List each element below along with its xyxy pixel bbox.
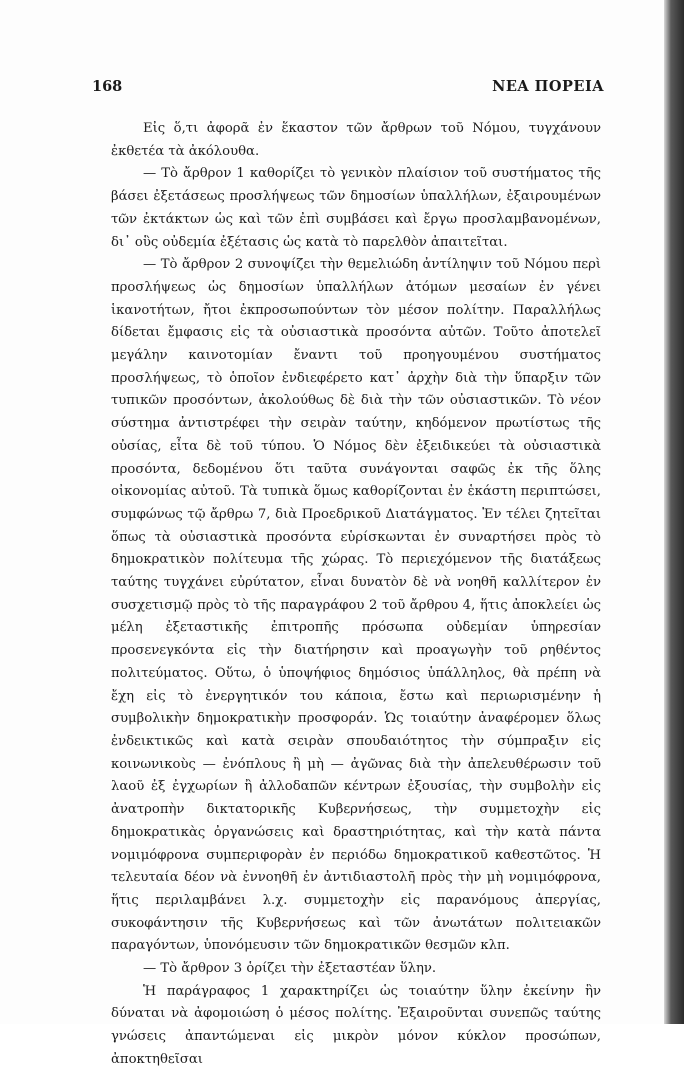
paragraph-article-1: — Τὸ ἄρθρον 1 καθορίζει τὸ γενικὸν πλαίσιον τοῦ συστήματος τῆς βάσει ἐξετάσεως προσλήψεως τῶν δημοσίων ὑπαλλήλων, ἐξαιρουμένων τῶν ἐκτάκτων ὡς καὶ τῶν ἐπὶ συμβάσει καὶ ἔργω προσλαμβανομένων, δι᾽ οὓς οὐδεμία ἐξέτασις ὡς κατὰ τὸ παρελθὸν ἀπαιτεῖται. (111, 166, 601, 250)
paragraph-section-1: Ἡ παράγραφος 1 χαρακτηρίζει ὡς τοιαύτην ὕλην ἐκείνην ἣν δύναται νὰ ἀφομοιώση ὁ μέσος πολίτης. Ἐξαιροῦνται συνεπῶς ταύτης γνώσεις ἀπαντώμεναι εἰς μικρὸν μόνον κύκλον προσώπων, ἀποκτηθεῖσαι (111, 983, 601, 1067)
paragraph-intro: Εἰς ὅ,τι ἀφορᾶ ἐν ἕκαστον τῶν ἄρθρων τοῦ Νόμου, τυγχάνουν ἐκθετέα τὰ ἀκόλουθα. (111, 121, 601, 159)
body-text (111, 118, 601, 1072)
page-binding-shadow (664, 0, 684, 1024)
running-title: ΝΕΑ ΠΟΡΕΙΑ (492, 78, 604, 95)
paragraph-article-2: — Τὸ ἄρθρον 2 συνοψίζει τὴν θεμελιώδη ἀντίληψιν τοῦ Νόμου περὶ προσλήψεως ὡς δημοσίων ὑπαλλήλων ἀτόμων μεσαίων ἐν γένει ἱκανοτήτων, ἤτοι ἐκπροσωπούντων τὸν μέσον πολίτην. Παραλλήλως δίδεται ἔμφασις εἰς τὰ οὐσιαστικὰ προσόντα αὐτῶν. Τοῦτο ἀποτελεῖ μεγάλην καινοτομίαν ἔναντι τοῦ προηγουμένου συστήματος προσλήψεως, τὸ ὁποῖον ἐνδιεφέρετο κατ᾽ ἀρχὴν διὰ τὴν ὕπαρξιν τῶν τυπικῶν προσόντων, ἀκολούθως δὲ διὰ τὴν τῶν οὐσιαστικῶν. Τὸ νέον σύστημα ἀντιστρέφει τὴν σειρὰν ταύτην, κηδόμενον πρωτίστως τῆς οὐσίας, εἶτα δὲ τοῦ τύπου. Ὁ Νόμος δὲν ἐξειδικεύει τὰ οὐσιαστικὰ προσόντα, δεδομένου ὅτι ταῦτα συνάγονται σαφῶς ἐκ τῆς ὅλης οἰκονομίας αὐτοῦ. Τὰ τυπικὰ ὅμως καθορίζονται ἐν ἑκάστη περιπτώσει, συμφώνως τῷ ἄρθρω 7, διὰ Προεδρικοῦ Διατάγματος. Ἐν τέλει ζητεῖται ὅπως τὰ οὐσιαστικὰ προσόντα εὑρίσκωνται ἐν συναρτήσει πρὸς τὸ δημοκρατικὸν πολίτευμα τῆς χώρας. Τὸ περιεχόμενον τῆς διατάξεως ταύτης τυγχάνει εὐρύτατον, εἶναι δυνατὸν δὲ νὰ νοηθῆ καλλίτερον ἐν συσχετισμῷ πρὸς τὸ τῆς παραγράφου 2 τοῦ ἄρθρου 4, ἥτις ἀποκλείει ὡς μέλη ἐξεταστικῆς ἐπιτροπῆς πρόσωπα οὐδεμίαν ὑπηρεσίαν προσενεγκόντα εἰς τὴν διατήρησιν καὶ προαγωγὴν τοῦ ρηθέντος πολιτεύματος. Οὕτω, ὁ ὑποψήφιος δημόσιος ὑπάλληλος, θὰ πρέπη νὰ ἔχη εἰς τὸ ἐνεργητικόν του κάποια, ἔστω καὶ περιωρισμένην ἡ συμβολικὴν δημοκρατικὴν προσφοράν. Ὡς τοιαύτην ἀναφέρομεν ὅλως ἐνδεικτικῶς καὶ κατὰ σειρὰν σπουδαιότητος τὴν σύμπραξιν εἰς κοινωνικοὺς — ἐνόπλους ἢ μὴ — ἀγῶνας διὰ τὴν ἀπελευθέρωσιν τοῦ λαοῦ ἐξ ἐγχωρίων ἢ ἀλλοδαπῶν κέντρων ἐξουσίας, τὴν συμβολὴν εἰς ἀνατροπὴν δικτατορικῆς Κυβερνήσεως, τὴν συμμετοχὴν εἰς δημοκρατικὰς ὀργανώσεις καὶ δραστηριότητας, καὶ τὴν κατὰ πάντα νομιμόφρονα συμπεριφορὰν ἐν περιόδω δημοκρατικοῦ καθεστῶτος. Ἡ τελευταία δέον νὰ ἐννοηθῆ ἐν ἀντιδιαστολῆ πρὸς τὴν μὴ νομιμόφρονα, ἥτις περιλαμβάνει λ.χ. συμμετοχὴν εἰς παρανόμους ἀπεργίας, συκοφάντησιν τῆς Κυβερνήσεως καὶ τῶν ἀνωτάτων πολιτειακῶν παραγόντων, ὑπονόμευσιν τῶν δημοκρατικῶν θεσμῶν κλπ. (111, 257, 601, 954)
page-number: 168 (92, 78, 123, 95)
paragraph-article-3: — Τὸ ἄρθρον 3 ὁρίζει τὴν ἐξεταστέαν ὕλην. (143, 961, 437, 977)
page-header (92, 78, 604, 100)
